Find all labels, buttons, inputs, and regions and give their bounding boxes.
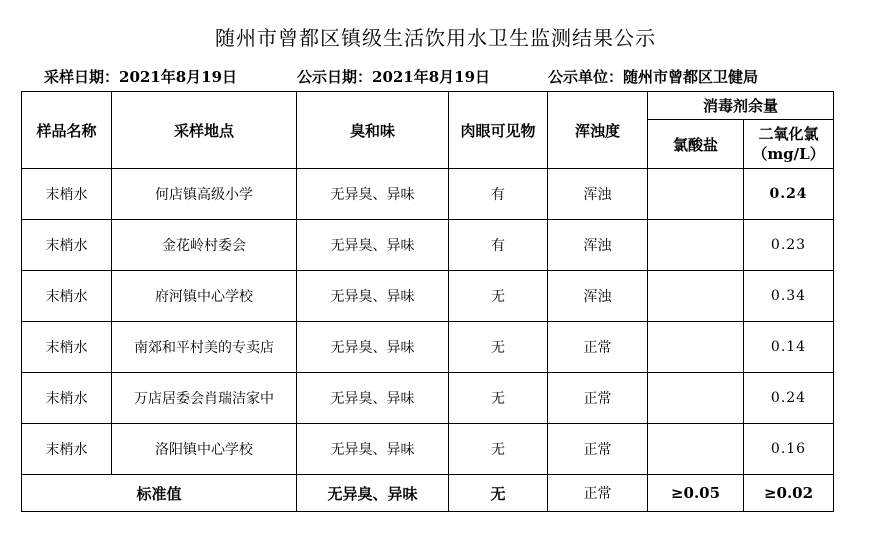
standard-visible: 无 (449, 475, 548, 512)
standard-label: 标准值 (22, 475, 297, 512)
publishing-unit: 公示单位：随州市曾都区卫健局 (548, 68, 759, 86)
cell-visible: 有 (449, 169, 548, 220)
cell-chlorine-dioxide: 0.14 (744, 322, 834, 373)
header-disinfectant: 消毒剂余量 (648, 92, 834, 120)
cell-turbidity: 正常 (548, 322, 648, 373)
cell-chlorite (648, 169, 744, 220)
cell-turbidity: 正常 (548, 373, 648, 424)
standard-chlorite: ≥0.05 (648, 475, 744, 512)
cell-location: 万店居委会肖瑞洁家中 (112, 373, 297, 424)
sampling-date: 采样日期：2021年8月19日 (44, 68, 238, 86)
page-title: 随州市曾都区镇级生活饮用水卫生监测结果公示 (215, 26, 656, 50)
publish-date: 公示日期：2021年8月19日 (297, 68, 491, 86)
standard-chlorine-dioxide: ≥0.02 (744, 475, 834, 512)
cell-chlorine-dioxide: 0.23 (744, 220, 834, 271)
header-chlorine-dioxide-label: 二氧化氯 (758, 125, 819, 143)
header-chlorite: 氯酸盐 (648, 120, 744, 169)
cell-chlorine-dioxide: 0.24 (744, 169, 834, 220)
cell-chlorite (648, 373, 744, 424)
cell-location: 洛阳镇中心学校 (112, 424, 297, 475)
header-unit: （mg/L） (752, 145, 825, 163)
cell-odor: 无异臭、异味 (297, 424, 449, 475)
header-location: 采样地点 (112, 92, 297, 169)
standard-row (22, 475, 834, 512)
cell-sample-name: 末梢水 (22, 169, 112, 220)
cell-chlorite (648, 271, 744, 322)
table-row (22, 220, 834, 271)
standard-odor: 无异臭、异味 (297, 475, 449, 512)
cell-chlorite (648, 220, 744, 271)
table-row (22, 373, 834, 424)
cell-sample-name: 末梢水 (22, 373, 112, 424)
table-row (22, 424, 834, 475)
cell-odor: 无异臭、异味 (297, 169, 449, 220)
cell-sample-name: 末梢水 (22, 424, 112, 475)
cell-sample-name: 末梢水 (22, 220, 112, 271)
cell-turbidity: 浑浊 (548, 271, 648, 322)
table-row (22, 322, 834, 373)
cell-chlorine-dioxide: 0.34 (744, 271, 834, 322)
results-table (21, 91, 834, 512)
header-odor: 臭和味 (297, 92, 449, 169)
cell-visible: 无 (449, 373, 548, 424)
cell-sample-name: 末梢水 (22, 322, 112, 373)
table-row (22, 271, 834, 322)
cell-visible: 无 (449, 271, 548, 322)
header-sample-name: 样品名称 (22, 92, 112, 169)
standard-turbidity: 正常 (548, 475, 648, 512)
cell-turbidity: 正常 (548, 424, 648, 475)
cell-odor: 无异臭、异味 (297, 271, 449, 322)
cell-visible: 无 (449, 322, 548, 373)
cell-chlorite (648, 322, 744, 373)
cell-odor: 无异臭、异味 (297, 220, 449, 271)
cell-sample-name: 末梢水 (22, 271, 112, 322)
cell-turbidity: 浑浊 (548, 220, 648, 271)
header-chlorine-dioxide (744, 120, 834, 169)
cell-turbidity: 浑浊 (548, 169, 648, 220)
cell-chlorine-dioxide: 0.16 (744, 424, 834, 475)
header-visible: 肉眼可见物 (449, 92, 548, 169)
cell-odor: 无异臭、异味 (297, 322, 449, 373)
cell-visible: 有 (449, 220, 548, 271)
cell-location: 何店镇高级小学 (112, 169, 297, 220)
cell-chlorite (648, 424, 744, 475)
cell-chlorine-dioxide: 0.24 (744, 373, 834, 424)
header-turbidity: 浑浊度 (548, 92, 648, 169)
cell-location: 南郊和平村美的专卖店 (112, 322, 297, 373)
header-row (22, 92, 834, 120)
cell-location: 金花岭村委会 (112, 220, 297, 271)
cell-odor: 无异臭、异味 (297, 373, 449, 424)
table-row (22, 169, 834, 220)
cell-location: 府河镇中心学校 (112, 271, 297, 322)
cell-visible: 无 (449, 424, 548, 475)
